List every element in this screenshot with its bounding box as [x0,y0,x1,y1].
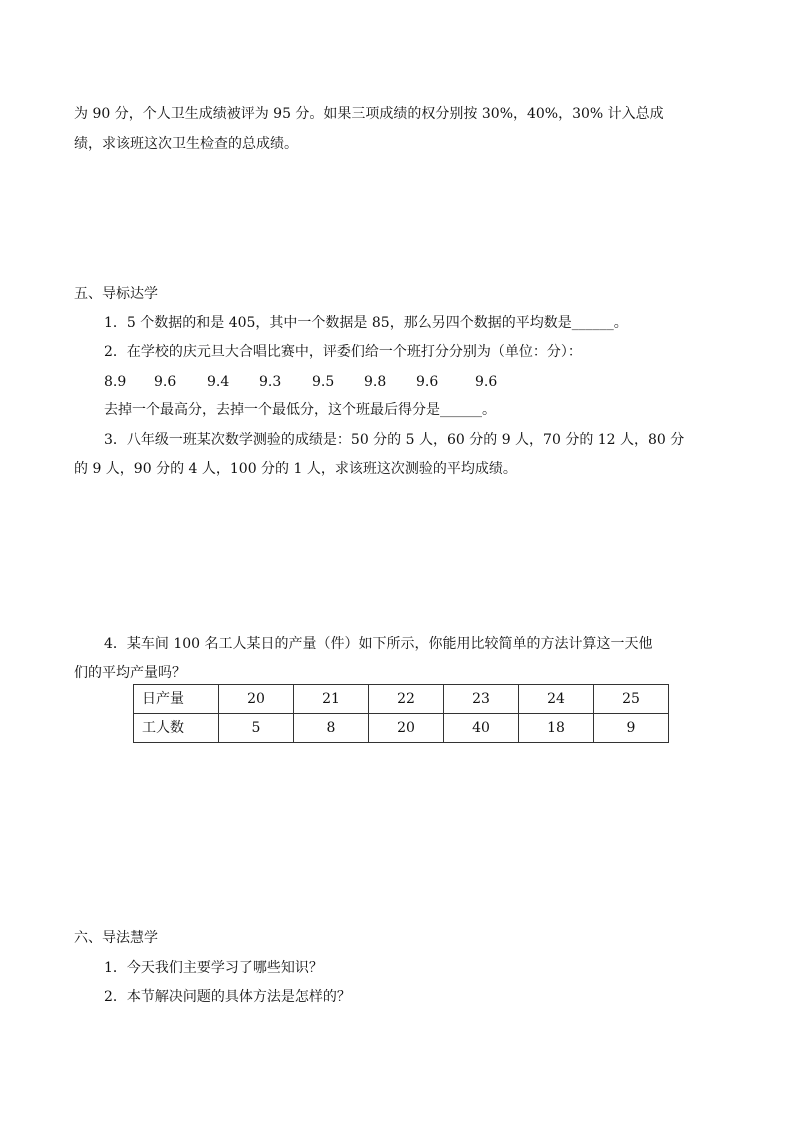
question-1: 1．5 个数据的和是 405，其中一个数据是 85，那么另四个数据的平均数是______。 [104,315,628,331]
table-cell: 40 [444,714,519,743]
table-cell: 5 [219,714,294,743]
row-header-output: 日产量 [134,685,219,714]
reflection-question-2: 2．本节解决问题的具体方法是怎样的？ [104,989,351,1005]
question-2: 2．在学校的庆元旦大合唱比赛中，评委们给一个班打分分别为（单位：分）： [104,344,582,360]
table-cell: 24 [519,685,594,714]
question-2-followup: 去掉一个最高分，去掉一个最低分，这个班最后得分是______。 [104,402,496,418]
question-4-line-2: 们的平均产量吗？ [74,665,186,681]
intro-line-2: 绩，求该班这次卫生检查的总成绩。 [74,136,298,152]
score-value: 9.6 [154,374,177,390]
table-cell: 18 [519,714,594,743]
question-3-line-2: 的 9 人，90 分的 4 人，100 分的 1 人，求该班这次测验的平均成绩。 [74,461,517,477]
section-5-heading: 五、导标达学 [74,286,158,302]
score-value: 9.3 [259,374,282,390]
reflection-question-1: 1．今天我们主要学习了哪些知识？ [104,960,323,976]
table-row [134,714,669,743]
row-header-workers: 工人数 [134,714,219,743]
score-value: 8.9 [104,374,127,390]
score-value: 9.6 [416,374,439,390]
production-table [133,684,669,743]
score-value: 9.6 [475,374,498,390]
table-cell: 8 [294,714,369,743]
table-cell: 25 [594,685,669,714]
section-6-heading: 六、导法慧学 [74,930,158,946]
table-cell: 20 [369,714,444,743]
table-row [134,685,669,714]
score-value: 9.8 [364,374,387,390]
table-cell: 22 [369,685,444,714]
intro-line-1: 为 90 分，个人卫生成绩被评为 95 分。如果三项成绩的权分别按 30%，40%，30% 计入总成 [74,106,664,122]
question-3-line-1: 3．八年级一班某次数学测验的成绩是：50 分的 5 人，60 分的 9 人，70 分的 12 人，80 分 [104,432,685,448]
table-cell: 23 [444,685,519,714]
table-cell: 20 [219,685,294,714]
question-4-line-1: 4．某车间 100 名工人某日的产量（件）如下所示，你能用比较简单的方法计算这一天他 [104,636,653,652]
score-value: 9.4 [207,374,230,390]
score-value: 9.5 [312,374,335,390]
table-cell: 9 [594,714,669,743]
table-cell: 21 [294,685,369,714]
